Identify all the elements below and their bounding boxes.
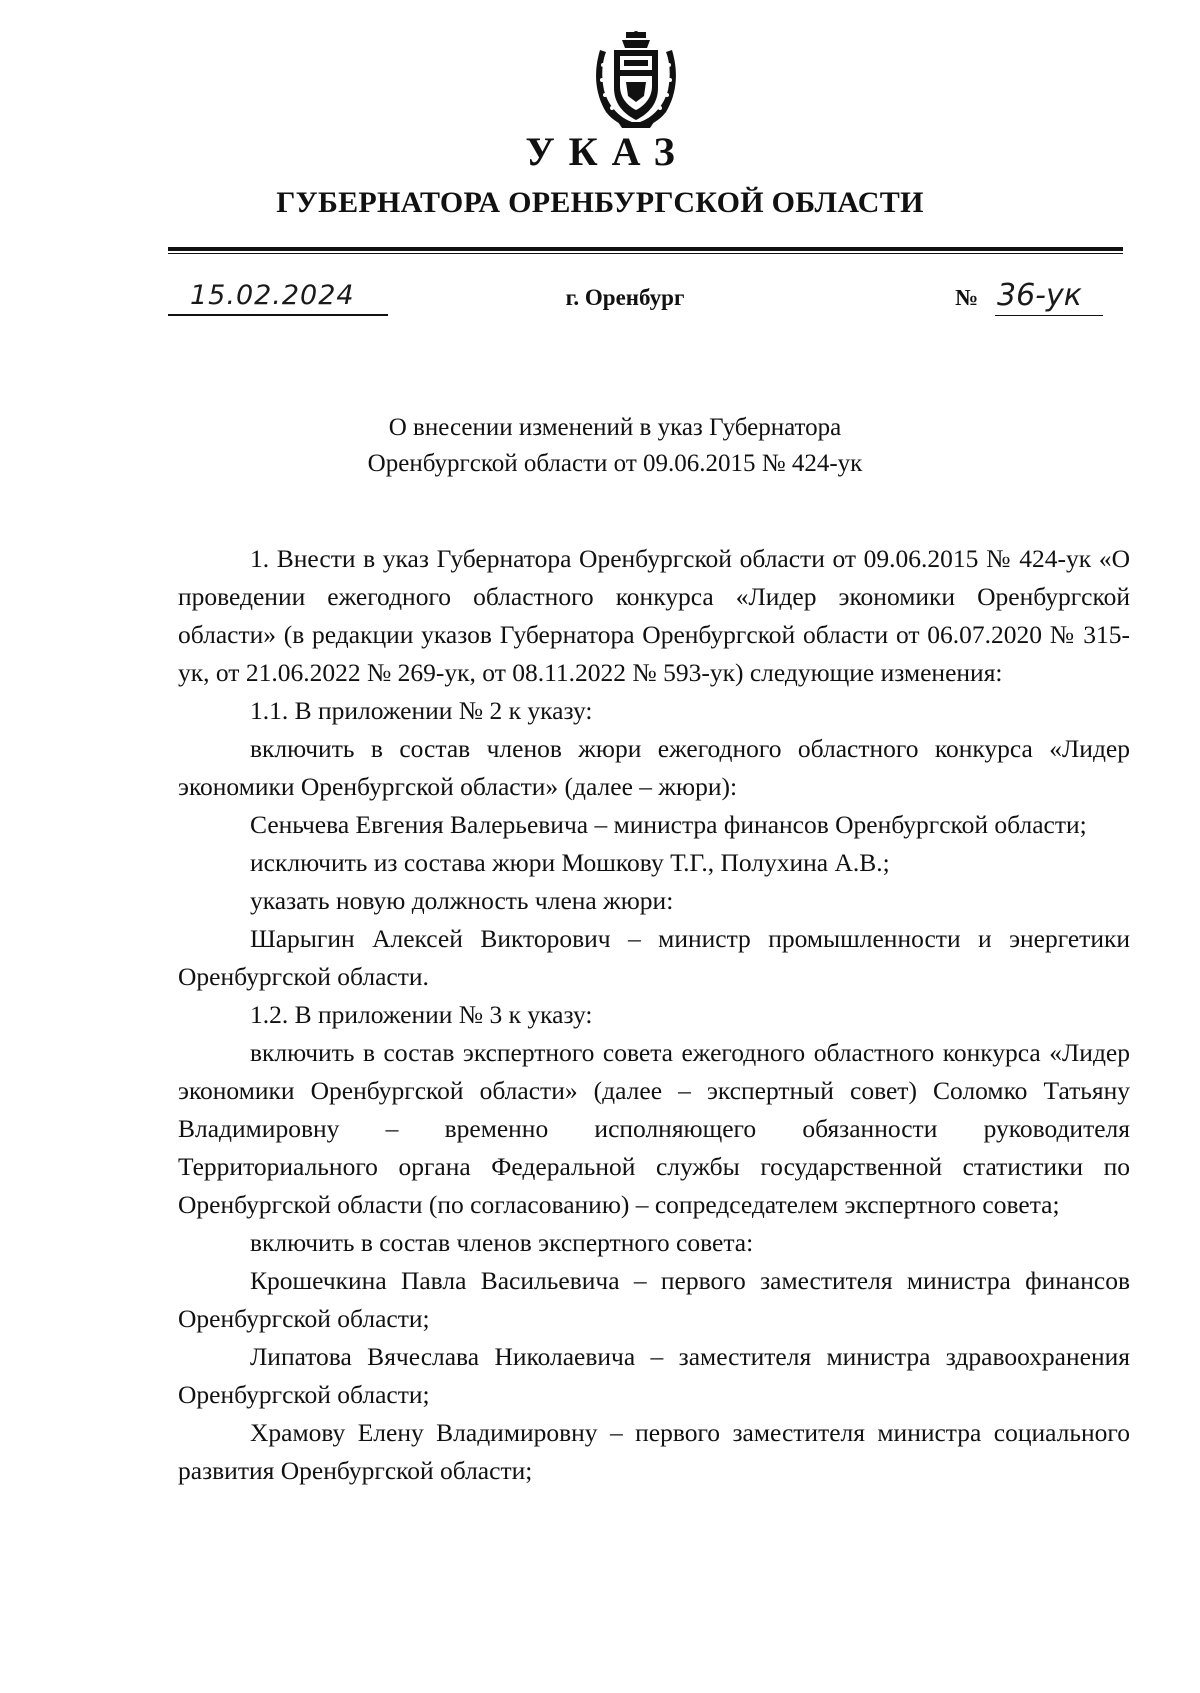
paragraph: Шарыгин Алексей Викторович – министр промышленности и энергетики Оренбургской области. bbox=[178, 924, 1130, 991]
decree-body bbox=[178, 540, 1130, 1490]
paragraph: указать новую должность члена жюри: bbox=[250, 886, 674, 915]
paragraph: включить в состав экспертного совета ежегодного областного конкурса «Лидер экономики Оренбургской области» (далее – экспертный совет) Соломко Татьяну Владимировну – временно исполняющего обязанности руководителя Территориального органа Федеральной службы государственной статистики по Оренбургской области (по согласованию) – сопредседателем экспертного совета; bbox=[178, 1038, 1130, 1219]
decree-heading bbox=[0, 410, 1200, 482]
decree-number-value: 36-ук bbox=[997, 278, 1082, 313]
number-sign: № bbox=[955, 285, 979, 310]
paragraph: 1. Внести в указ Губернатора Оренбургской области от 09.06.2015 № 424-ук «О проведении ежегодного областного конкурса «Лидер экономики Оренбургской области» (в редакции указов Губернатора Оренбургской области от 06.07.2020 № 315-ук, от 21.06.2022 № 269-ук, от 08.11.2022 № 593-ук) следующие изменения: bbox=[178, 544, 1130, 687]
paragraph: Храмову Елену Владимировну – первого заместителя министра социального развития Оренбургской области; bbox=[178, 1418, 1130, 1485]
coat-of-arms-icon bbox=[592, 30, 680, 130]
paragraph: включить в состав членов экспертного совета: bbox=[250, 1228, 754, 1257]
document-subtitle: ГУБЕРНАТОРА ОРЕНБУРГСКОЙ ОБЛАСТИ bbox=[276, 186, 924, 219]
header-divider-thick bbox=[168, 247, 1123, 251]
city-label: г. Оренбург bbox=[565, 285, 685, 310]
paragraph: Крошечкина Павла Васильевича – первого заместителя министра финансов Оренбургской области; bbox=[178, 1266, 1130, 1333]
paragraph: включить в состав членов жюри ежегодного областного конкурса «Лидер экономики Оренбургской области» (далее – жюри): bbox=[178, 734, 1130, 801]
paragraph: 1.1. В приложении № 2 к указу: bbox=[250, 696, 593, 725]
paragraph: Сеньчева Евгения Валерьевича – министра финансов Оренбургской области; bbox=[250, 810, 1087, 839]
heading-line-1: О внесении изменений в указ Губернатора bbox=[388, 414, 842, 441]
document-title: УКАЗ bbox=[525, 129, 689, 174]
paragraph: исключить из состава жюри Мошкову Т.Г., Полухина А.В.; bbox=[250, 848, 890, 877]
paragraph: Липатова Вячеслава Николаевича – заместителя министра здравоохранения Оренбургской области; bbox=[178, 1342, 1130, 1409]
number-underline bbox=[995, 315, 1103, 316]
decree-number-field bbox=[955, 280, 1105, 340]
header-divider-thin bbox=[168, 253, 1123, 254]
heading-line-2: Оренбургской области от 09.06.2015 № 424-ук bbox=[367, 450, 863, 477]
date-value: 15.02.2024 bbox=[190, 280, 355, 311]
date-underline bbox=[168, 314, 388, 316]
paragraph: 1.2. В приложении № 3 к указу: bbox=[250, 1000, 593, 1029]
